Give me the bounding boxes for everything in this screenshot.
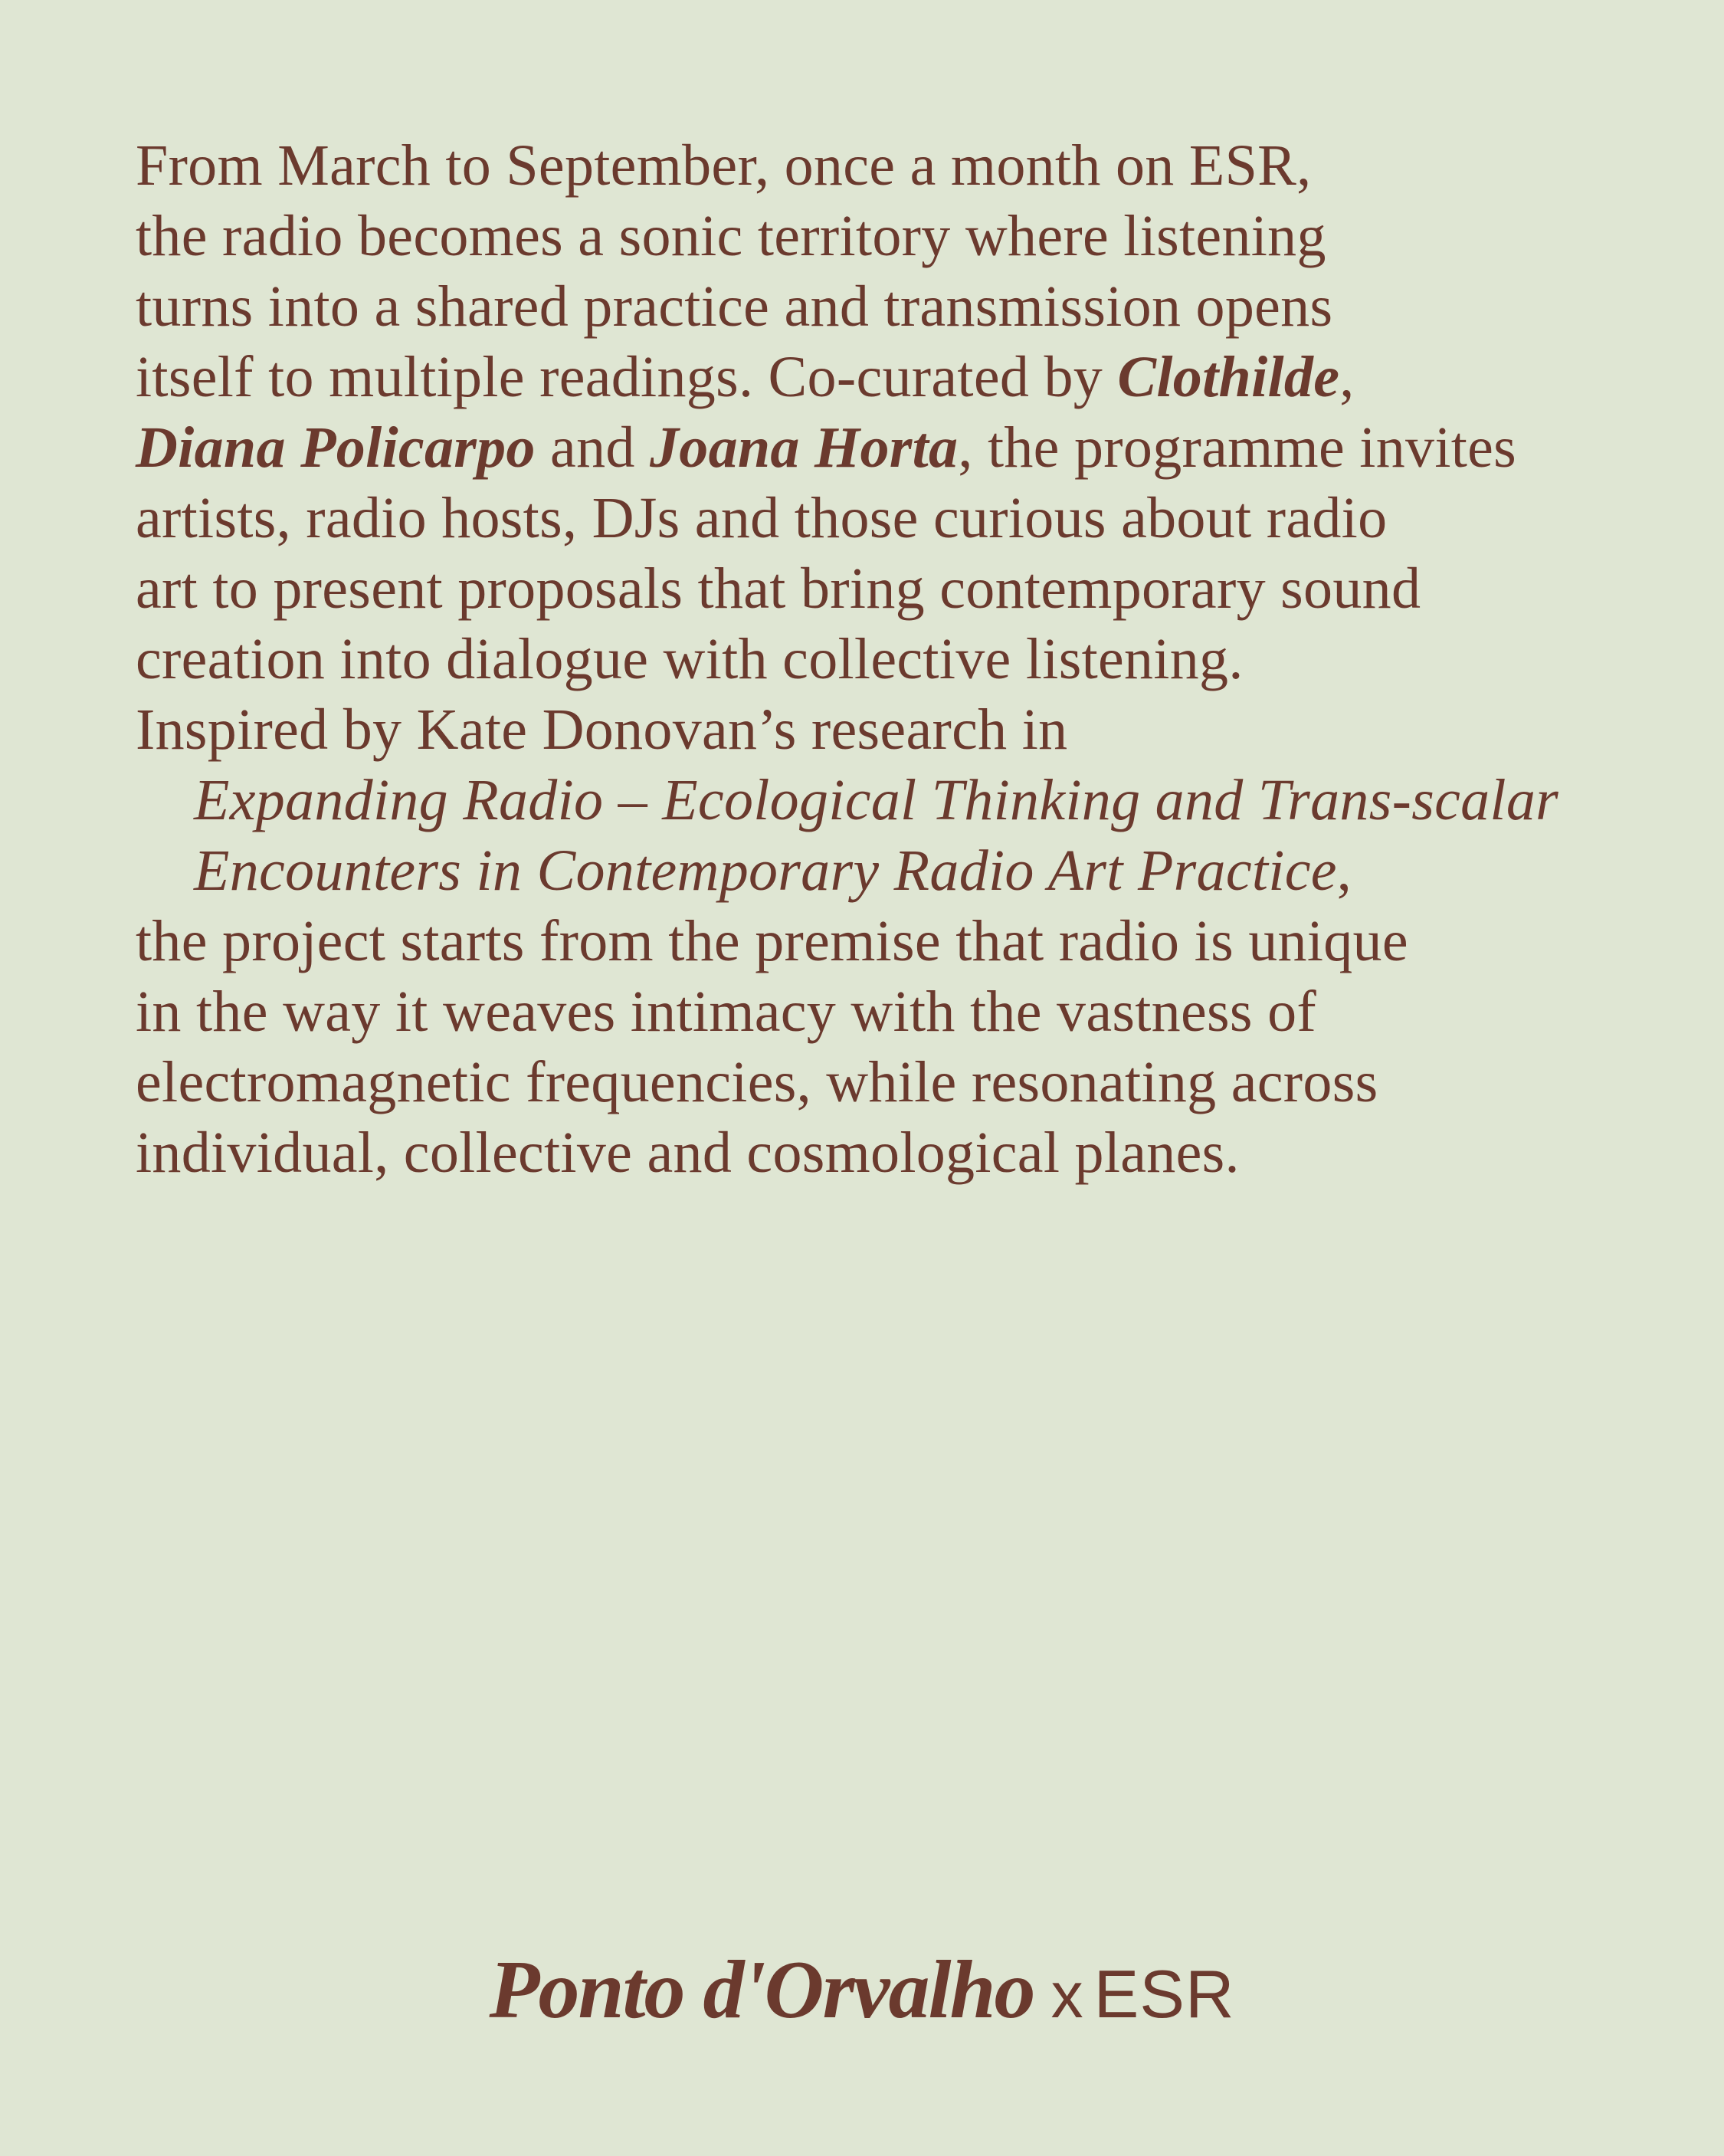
text-line: Inspired by Kate Donovan’s research in <box>136 697 1068 762</box>
partner-logotype: ESR <box>1093 1956 1235 2032</box>
brand-logotype: Ponto d'Orvalho <box>489 1944 1034 2036</box>
text-line: artists, radio hosts, DJs and those curious about radio <box>136 486 1388 550</box>
text-line: art to present proposals that bring contemporary sound <box>136 556 1421 621</box>
text-line: From March to September, once a month on ESR, <box>136 133 1312 198</box>
curator-name-joana-horta: Joana Horta <box>649 415 959 480</box>
book-title-line <box>136 835 1653 906</box>
text-line: individual, collective and cosmological planes. <box>136 1121 1240 1185</box>
text-line: the project starts from the premise that radio is unique <box>136 909 1408 973</box>
book-title-fragment: Encounters in Contemporary Radio Art Practice <box>194 838 1337 903</box>
body-paragraph <box>136 130 1653 1188</box>
text-fragment: , the programme invites <box>958 415 1517 480</box>
text-fragment: , <box>1336 838 1352 903</box>
text-line <box>136 412 1653 483</box>
collab-x: x <box>1050 1959 1083 2031</box>
text-line: in the way it weaves intimacy with the vastness of <box>136 980 1316 1044</box>
curator-name-diana-policarpo: Diana Policarpo <box>136 415 536 480</box>
text-line: creation into dialogue with collective listening. <box>136 627 1244 691</box>
book-title-line: Expanding Radio – Ecological Thinking and Trans-scalar <box>194 768 1559 832</box>
text-line: the radio becomes a sonic territory where listening <box>136 204 1326 268</box>
text-fragment: , <box>1339 345 1355 409</box>
text-line <box>136 342 1653 412</box>
text-fragment: itself to multiple readings. Co-curated by <box>136 345 1118 409</box>
text-fragment: and <box>535 415 650 480</box>
curator-name-clothilde: Clothilde <box>1117 345 1340 409</box>
text-line: electromagnetic frequencies, while resonating across <box>136 1050 1378 1114</box>
footer-logo <box>0 1943 1724 2038</box>
text-line: turns into a shared practice and transmission opens <box>136 274 1333 339</box>
